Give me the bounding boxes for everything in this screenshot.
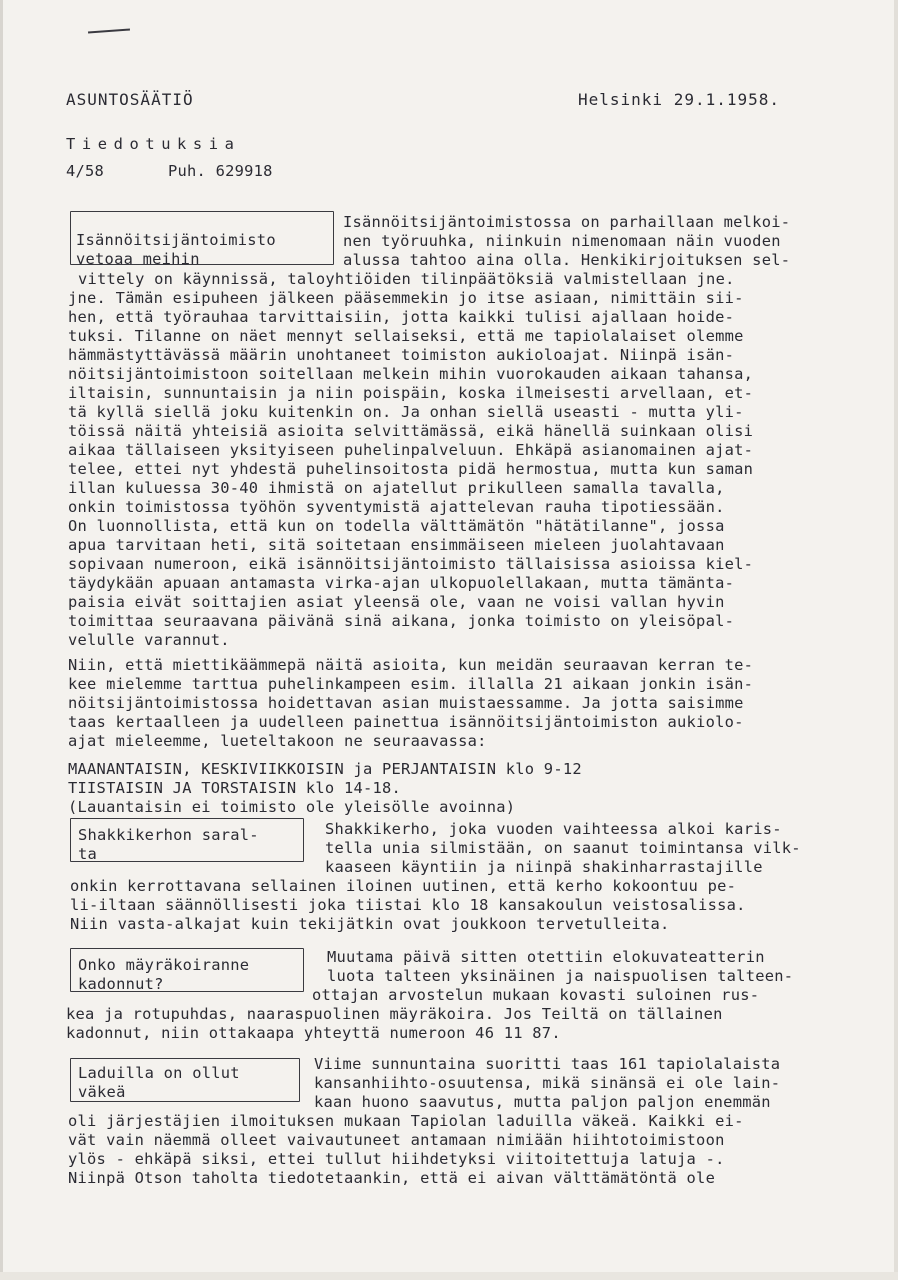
- paragraph-line: li-iltaan säännöllisesti joka tiistai klo 18 kansakoulun veistosalissa.: [70, 896, 746, 914]
- paragraph-line: jne. Tämän esipuheen jälkeen pääsemmekin jo itse asiaan, nimittäin sii-: [68, 289, 744, 307]
- page-edge-left: [0, 0, 3, 1280]
- section-heading-line1: Onko mäyräkoiranne: [78, 956, 250, 974]
- paragraph-line: kee mielemme tarttua puhelinkampeen esim. illalla 21 aikaan jonkin isän-: [68, 675, 754, 693]
- paragraph-line: kansanhiihto-osuutensa, mikä sinänsä ei ole lain-: [314, 1074, 781, 1092]
- paragraph-line: paisia eivät soittajien asiat yleensä ole, vaan ne voisi vallan hyvin: [68, 593, 725, 611]
- paragraph-line: onkin toimistossa työhön syventymistä ajattelevan rauha tipotiessään.: [68, 498, 725, 516]
- paragraph-line: Niin, että miettikäämmepä näitä asioita, kun meidän seuraavan kerran te-: [68, 656, 754, 674]
- paragraph-line: kea ja rotupuhdas, naaraspuolinen mäyräkoira. Jos Teiltä on tällainen: [66, 1005, 723, 1023]
- paragraph-line: oli järjestäjien ilmoituksen mukaan Tapiolan laduilla väkeä. Kaikki ei-: [68, 1112, 744, 1130]
- paragraph-line: telee, ettei nyt yhdestä puhelinsoitosta pidä hermostua, mutta kun saman: [68, 460, 754, 478]
- paragraph-line: Shakkikerho, joka vuoden vaihteessa alkoi karis-: [325, 820, 782, 838]
- paragraph-line: velulle varannut.: [68, 631, 230, 649]
- paragraph-line: nöitsijäntoimistossa hoidettavan asian muistaessamme. Ja jotta saisimme: [68, 694, 744, 712]
- paragraph-line: sopivaan numeroon, eikä isännöitsijäntoimisto tällaisissa asioissa kiel-: [68, 555, 754, 573]
- office-hours-line: TIISTAISIN JA TORSTAISIN klo 14-18.: [68, 779, 402, 797]
- office-hours-line: MAANANTAISIN, KESKIVIIKKOISIN ja PERJANTAISIN klo 9-12: [68, 760, 582, 778]
- section-heading-line2: vetoaa meihin: [76, 250, 200, 268]
- paragraph-line: hämmästyttävässä määrin unohtaneet toimiston aukioloajat. Niinpä isän-: [68, 346, 735, 364]
- paragraph-line: tella unia silmistään, on saanut toimintansa vilk-: [325, 839, 801, 857]
- section-heading-line1: Isännöitsijäntoimisto: [76, 231, 276, 249]
- paragraph-line: alussa tahtoo aina olla. Henkikirjoituksen sel-: [343, 251, 791, 269]
- pen-mark: [88, 29, 130, 34]
- paragraph-line: onkin kerrottavana sellainen iloinen uutinen, että kerho kokoontuu pe-: [70, 877, 737, 895]
- paragraph-line: Isännöitsijäntoimistossa on parhaillaan melkoi-: [343, 213, 791, 231]
- paragraph-line: apua tarvitaan heti, sitä soitetaan ensimmäiseen mieleen juolahtavaan: [68, 536, 725, 554]
- paragraph-line: aikaa tällaiseen yksityiseen puhelinpalveluun. Ehkäpä asianomainen ajat-: [68, 441, 754, 459]
- paragraph-line: iltaisin, sunnuntaisin ja niin poispäin, koska ilmeisesti arvellaan, et-: [68, 384, 754, 402]
- paragraph-line: Muutama päivä sitten otettiin elokuvateatterin: [327, 948, 765, 966]
- issue-number: 4/58: [66, 162, 105, 180]
- paragraph-line: nöitsijäntoimistoon soitellaan melkein mihin vuorokauden aikaan tahansa,: [68, 365, 754, 383]
- paragraph-line: taas kertaalleen ja uudelleen painettua isännöitsijäntoimiston aukiolo-: [68, 713, 744, 731]
- paragraph-line: ylös - ehkäpä siksi, ettei tullut hiihdetyksi viitoitettuja latuja -.: [68, 1150, 725, 1168]
- document-type: Tiedotuksia: [66, 135, 241, 153]
- section-heading-line1: Laduilla on ollut: [78, 1064, 240, 1082]
- paragraph-line: Viime sunnuntaina suoritti taas 161 tapiolalaista: [314, 1055, 781, 1073]
- paragraph-line: nen työruuhka, niinkuin nimenomaan näin vuoden: [343, 232, 781, 250]
- paragraph-line: hen, että työrauhaa tarvittaisiin, jotta kaikki tulisi ajallaan hoide-: [68, 308, 735, 326]
- paragraph-line: vät vain näemmä olleet vaivautuneet antamaan nimiään hiihtotoimistoon: [68, 1131, 725, 1149]
- paragraph-line: kadonnut, niin ottakaapa yhteyttä numeroon 46 11 87.: [66, 1024, 561, 1042]
- paragraph-line: On luonnollista, että kun on todella välttämätön "hätätilanne", jossa: [68, 517, 725, 535]
- paragraph-line: täydykään apuaan antamasta virka-ajan ulkopuolellakaan, mutta tämänta-: [68, 574, 735, 592]
- organization-name: ASUNTOSÄÄTIÖ: [66, 90, 194, 109]
- paragraph-line: ajat mieleemme, lueteltakoon ne seuraavassa:: [68, 732, 487, 750]
- paragraph-line: kaaseen käyntiin ja niinpä shakinharrastajille: [325, 858, 763, 876]
- page-edge-right: [894, 0, 898, 1280]
- page-bottom-strip: [0, 1272, 898, 1280]
- section-heading-line2: väkeä: [78, 1083, 126, 1101]
- paragraph-line: kaan huono saavutus, mutta paljon paljon enemmän: [314, 1093, 771, 1111]
- section-heading-line1: Shakkikerhon saral-: [78, 826, 259, 844]
- office-hours-note: (Lauantaisin ei toimisto ole yleisölle avoinna): [68, 798, 516, 816]
- paragraph-line: Niinpä Otson taholta tiedotetaankin, että ei aivan välttämätöntä ole: [68, 1169, 716, 1187]
- place-date: Helsinki 29.1.1958.: [578, 90, 781, 109]
- paragraph-line: tuksi. Tilanne on näet mennyt sellaiseksi, että me tapiolalaiset olemme: [68, 327, 744, 345]
- paragraph-line: Niin vasta-alkajat kuin tekijätkin ovat joukkoon tervetulleita.: [70, 915, 670, 933]
- paragraph-line: vittely on käynnissä, taloyhtiöiden tilinpäätöksiä valmistellaan jne.: [78, 270, 735, 288]
- section-heading-line2: ta: [78, 845, 98, 863]
- section-heading-line2: kadonnut?: [78, 975, 164, 993]
- paragraph-line: toimittaa seuraavana päivänä sinä aikana, jonka toimisto on yleisöpal-: [68, 612, 735, 630]
- paragraph-line: illan kuluessa 30-40 ihmistä on ajatellut prikulleen samalla tavalla,: [68, 479, 725, 497]
- paragraph-line: luota talteen yksinäinen ja naispuolisen talteen-: [327, 967, 794, 985]
- paragraph-line: tä kyllä siellä joku kuitenkin on. Ja onhan siellä useasti - mutta yli-: [68, 403, 744, 421]
- paragraph-line: ottajan arvostelun mukaan kovasti suloinen rus-: [312, 986, 760, 1004]
- phone-number: Puh. 629918: [168, 162, 273, 180]
- paragraph-line: töissä näitä yhteisiä asioita selvittämässä, eikä hänellä suinkaan olisi: [68, 422, 754, 440]
